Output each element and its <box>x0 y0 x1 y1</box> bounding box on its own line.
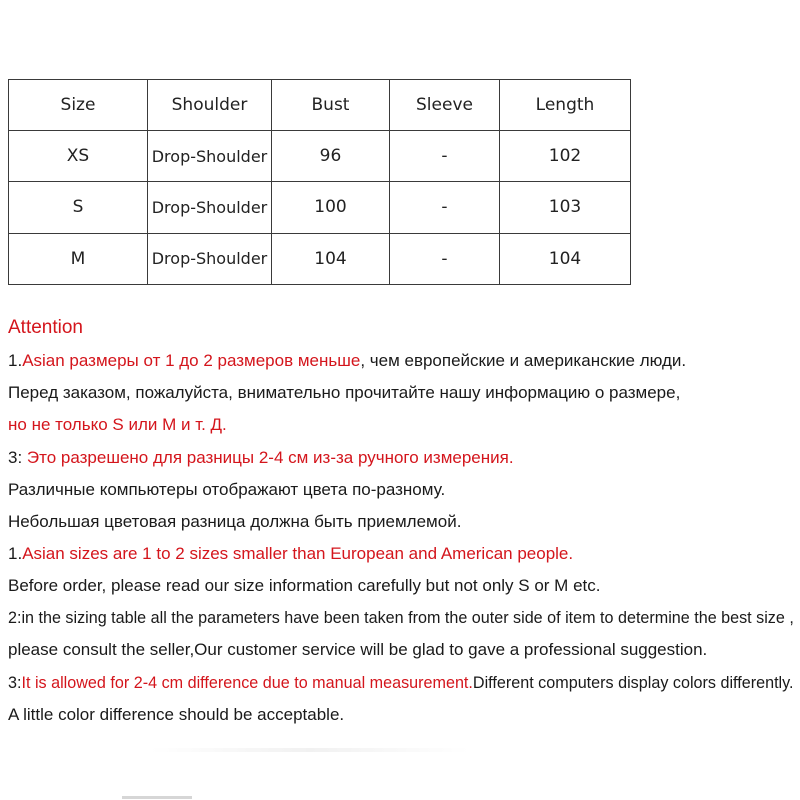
note-text: Different computers display colors differently. <box>472 673 794 692</box>
cell-bust: 104 <box>272 233 390 284</box>
note-ru-2: Перед заказом, пожалуйста, внимательно прочитайте нашу информацию о размере, <box>8 383 681 402</box>
cell-bust: 100 <box>272 182 390 233</box>
cell-sleeve: - <box>390 131 500 182</box>
cell-shoulder: Drop-Shoulder <box>148 131 272 182</box>
cell-sleeve: - <box>390 233 500 284</box>
edge-artifact <box>122 796 192 799</box>
note-en-4: please consult the seller,Our customer service will be glad to gave a professional suggestion. <box>8 640 708 659</box>
note-en-2: Before order, please read our size information carefully but not only S or M etc. <box>8 576 601 595</box>
header-size: Size <box>9 80 148 131</box>
header-bust: Bust <box>272 80 390 131</box>
note-highlight: It is allowed for 2-4 cm difference due to manual measurement. <box>21 673 473 692</box>
note-prefix: 3: <box>8 448 27 467</box>
note-ru-1 <box>8 350 686 372</box>
note-ru-5: Различные компьютеры отображают цвета по-разному. <box>8 480 446 499</box>
note-text: , чем европейские и американские люди. <box>360 351 687 370</box>
cell-bust: 96 <box>272 131 390 182</box>
size-chart-table <box>8 79 631 285</box>
note-highlight: Asian размеры от 1 до 2 размеров меньше <box>22 351 361 370</box>
note-prefix: 1. <box>8 351 23 370</box>
header-sleeve: Sleeve <box>390 80 500 131</box>
table-row <box>9 131 631 182</box>
table-row <box>9 233 631 284</box>
cell-size: XS <box>9 131 148 182</box>
note-en-5 <box>8 672 794 694</box>
note-ru-6: Небольшая цветовая разница должна быть приемлемой. <box>8 512 462 531</box>
attention-title: Attention <box>8 317 83 338</box>
note-highlight: Это разрешено для разницы 2-4 см из-за ручного измерения. <box>26 448 514 467</box>
cell-size: M <box>9 233 148 284</box>
header-length: Length <box>500 80 631 131</box>
note-ru-4 <box>8 447 514 469</box>
cell-size: S <box>9 182 148 233</box>
cell-shoulder: Drop-Shoulder <box>148 182 272 233</box>
table-header-row <box>9 80 631 131</box>
note-highlight: Asian sizes are 1 to 2 sizes smaller than European and American people. <box>22 544 574 563</box>
note-en-3: 2:in the sizing table all the parameters have been taken from the outer side of item to determine the best size , <box>8 608 794 627</box>
header-shoulder: Shoulder <box>148 80 272 131</box>
note-ru-3: но не только S или M и т. Д. <box>8 415 227 434</box>
table-row <box>9 182 631 233</box>
note-prefix: 1. <box>8 544 23 563</box>
note-en-1 <box>8 543 573 565</box>
note-en-6: A little color difference should be acceptable. <box>8 705 345 724</box>
note-prefix: 3: <box>8 673 22 692</box>
cell-length: 103 <box>500 182 631 233</box>
cell-sleeve: - <box>390 182 500 233</box>
cell-length: 102 <box>500 131 631 182</box>
cell-shoulder: Drop-Shoulder <box>148 233 272 284</box>
faint-divider <box>150 748 470 752</box>
cell-length: 104 <box>500 233 631 284</box>
